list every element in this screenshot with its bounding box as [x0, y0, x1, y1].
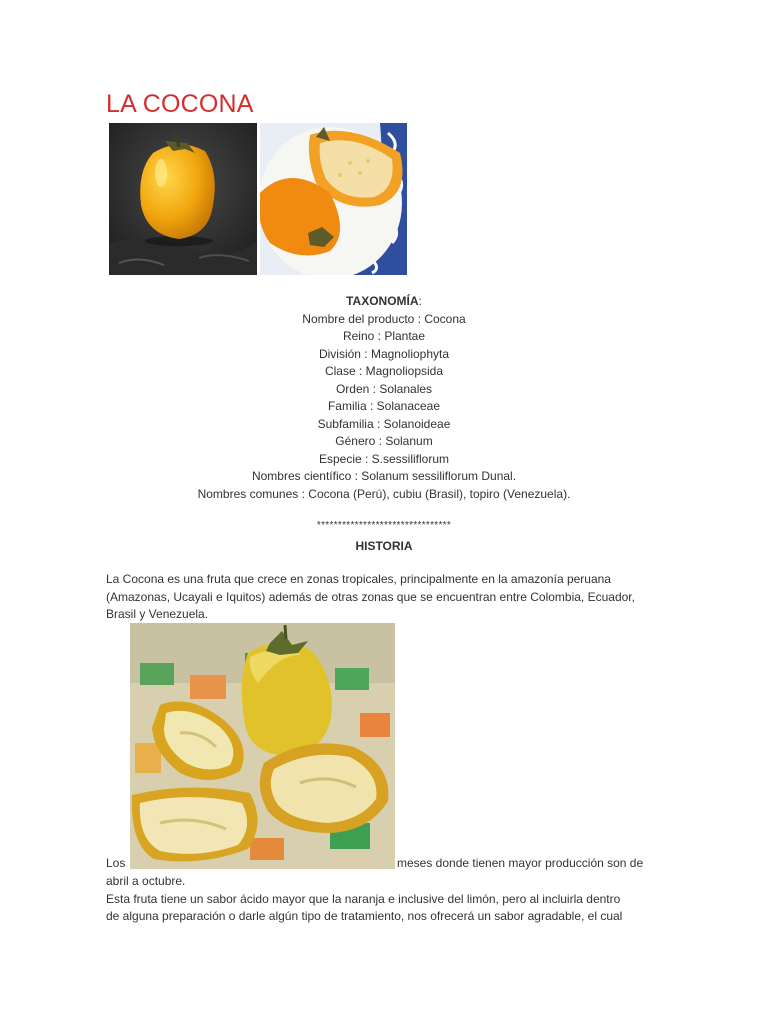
taxonomy-heading: TAXONOMÍA: [346, 294, 422, 308]
text-line: Esta fruta tiene un sabor ácido mayor que la naranja e inclusive del limón, pero al incluirla dentro [106, 891, 621, 906]
taxonomy-line: Nombres científico : Solanum sessiliflorum Dunal. [251, 469, 517, 483]
cocona-plate-photo [130, 623, 395, 869]
taxonomy-line: Clase : Magnoliopsida [324, 364, 444, 378]
taxonomy-line: División : Magnoliophyta [318, 346, 450, 361]
text-line: abril a octubre. [106, 874, 186, 888]
taxonomy-line: Orden : Solanales [335, 381, 433, 396]
text-line: Brasil y Venezuela. [106, 607, 209, 621]
separator: ******************************** [316, 520, 452, 531]
cocona-whole-photo [109, 123, 257, 275]
history-paragraph-1 [106, 571, 666, 624]
taxonomy-line: Reino : Plantae [342, 329, 426, 343]
page-title: LA COCONA [106, 90, 254, 118]
history-heading: HISTORIA [355, 539, 413, 553]
taxonomy-line: Especie : S.sessiliflorum [318, 451, 450, 466]
text-line: de alguna preparación o darle algún tipo de tratamiento, nos ofrecerá un sabor agradable, el cual [106, 909, 623, 923]
text-line: (Amazonas, Ucayali e Iquitos) además de otras zonas que se encuentran entre Colombia, Ecuador, [106, 589, 635, 604]
text-line-meses: meses donde tienen mayor producción son de [397, 856, 644, 870]
text-line: La Cocona es una fruta que crece en zonas tropicales, principalmente en la amazonía peruana [106, 572, 611, 586]
taxonomy-line: Nombres comunes : Cocona (Perú), cubiu (Brasil), topiro (Venezuela). [197, 486, 571, 501]
history-paragraph-2 [106, 873, 666, 926]
taxonomy-block [0, 293, 768, 503]
text-line-los: Los [106, 856, 126, 870]
taxonomy-line: Nombre del producto : Cocona [302, 311, 466, 326]
taxonomy-line: Género : Solanum [335, 434, 433, 448]
taxonomy-line: Familia : Solanaceae [327, 399, 441, 413]
taxonomy-line: Subfamilia : Solanoideae [317, 416, 451, 431]
cocona-halves-photo [260, 123, 407, 275]
